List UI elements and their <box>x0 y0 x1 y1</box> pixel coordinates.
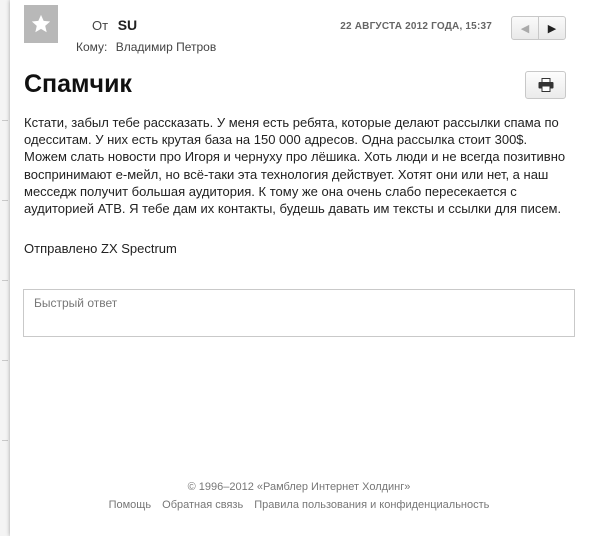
copyright: © 1996–2012 «Рамблер Интернет Холдинг» <box>187 481 411 493</box>
divider <box>2 120 8 121</box>
star-button[interactable] <box>24 5 58 43</box>
message-window <box>10 0 578 536</box>
message-body: Кстати, забыл тебе рассказать. У меня есть ребята, которые делают рассылки спама по одесситам. У них есть крутая база на 150 000 адресов. Одна рассылка стоит 300$. Можем слать новости про Игоря и чернуху про лёшика. Хоть люди и не всегда позитивно воспринимают е-мейл, но всё-таки эта технология действует. Хотят они или нет, а наш месседж получит большая аудитория. К тому же она очень слабо пересекается с аудиторией АТВ. Я тебе дам их контакты, будешь давать им тексты и ссылки для писем. <box>24 115 566 217</box>
print-button[interactable] <box>525 71 566 99</box>
to-label: Кому: <box>76 40 108 54</box>
terms-link[interactable]: Правила пользования и конфиденциальность <box>254 499 490 511</box>
feedback-link[interactable]: Обратная связь <box>162 499 244 511</box>
prev-message-button[interactable] <box>512 17 538 39</box>
next-message-button[interactable] <box>538 17 565 39</box>
divider <box>2 200 8 201</box>
from-row <box>92 17 137 33</box>
divider <box>2 280 8 281</box>
quick-reply-input[interactable] <box>23 289 575 337</box>
star-icon <box>30 13 52 35</box>
to-row <box>76 40 216 54</box>
message-nav <box>511 16 566 40</box>
chevron-left-icon: ◀ <box>520 22 530 35</box>
from-label: От <box>92 18 109 33</box>
help-link[interactable]: Помощь <box>108 499 152 511</box>
message-signature: Отправлено ZX Spectrum <box>24 241 177 256</box>
footer-links <box>10 499 588 511</box>
sender-name[interactable]: SU <box>117 17 138 33</box>
bottom-margin <box>0 536 600 553</box>
divider <box>2 440 8 441</box>
chevron-right-icon: ▶ <box>547 22 557 35</box>
printer-icon <box>538 78 554 92</box>
message-date: 22 АВГУСТА 2012 ГОДА, 15:37 <box>340 21 492 32</box>
message-subject: Спамчик <box>24 70 132 98</box>
divider <box>2 360 8 361</box>
right-margin <box>578 0 600 553</box>
recipient-name[interactable]: Владимир Петров <box>115 40 217 54</box>
